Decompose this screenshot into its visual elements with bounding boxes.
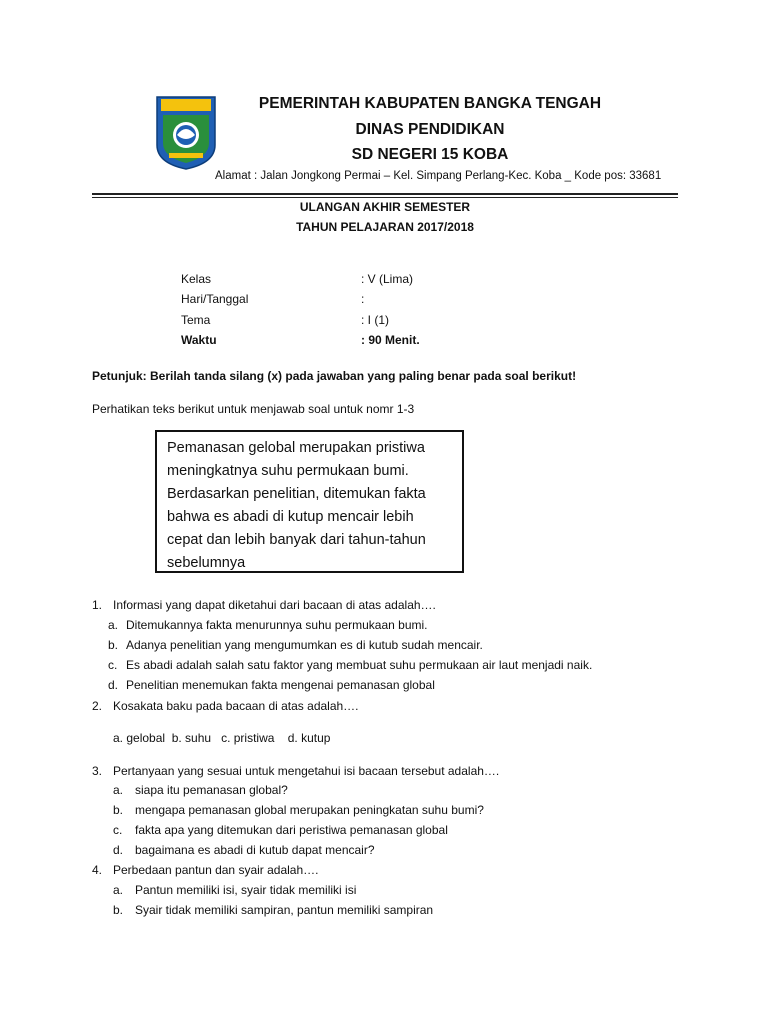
- option-letter: b.: [113, 903, 124, 917]
- passage-line: cepat dan lebih banyak dari tahun-tahun: [167, 532, 426, 548]
- header-divider: [92, 193, 678, 195]
- instruction-perhatikan: Perhatikan teks berikut untuk menjawab soal untuk nomr 1-3: [92, 402, 415, 416]
- question-4-option-b: Syair tidak memiliki sampiran, pantun memiliki sampiran: [135, 903, 434, 917]
- question-3-option-c: fakta apa yang ditemukan dari peristiwa pemanasan global: [135, 823, 448, 837]
- header-divider-thin: [92, 197, 678, 198]
- passage-line: Berdasarkan penelitian, ditemukan fakta: [167, 486, 426, 502]
- info-value-hari: :: [361, 292, 365, 306]
- passage-line: Pemanasan gelobal merupakan pristiwa: [167, 440, 425, 456]
- header-school: SD NEGERI 15 KOBA: [351, 146, 509, 163]
- question-3-option-b: mengapa pemanasan global merupakan peningkatan suhu bumi?: [135, 803, 484, 817]
- instruction-petunjuk: Petunjuk: Berilah tanda silang (x) pada jawaban yang paling benar pada soal berikut!: [92, 369, 577, 383]
- question-3-option-a: siapa itu pemanasan global?: [135, 783, 288, 797]
- question-3-option-d: bagaimana es abadi di kutub dapat mencair?: [135, 843, 375, 857]
- question-3-text: Pertanyaan yang sesuai untuk mengetahui isi bacaan tersebut adalah….: [113, 764, 500, 778]
- header-government: PEMERINTAH KABUPATEN BANGKA TENGAH: [258, 95, 602, 112]
- exam-title: ULANGAN AKHIR SEMESTER: [299, 200, 471, 214]
- question-1-option-d: Penelitian menemukan fakta mengenai pemanasan global: [126, 678, 435, 692]
- question-number: 2.: [92, 699, 103, 713]
- question-number: 4.: [92, 863, 103, 877]
- option-letter: a.: [113, 883, 124, 897]
- passage-line: sebelumnya: [167, 555, 246, 571]
- option-letter: c.: [113, 823, 123, 837]
- option-letter: b.: [108, 638, 119, 652]
- question-1-option-a: Ditemukannya fakta menurunnya suhu permukaan bumi.: [126, 618, 428, 632]
- passage-line: bahwa es abadi di kutup mencair lebih: [167, 509, 414, 525]
- option-letter: c.: [108, 658, 118, 672]
- question-1-option-c: Es abadi adalah salah satu faktor yang membuat suhu permukaan air laut menjadi naik.: [126, 658, 593, 672]
- question-4-option-a: Pantun memiliki isi, syair tidak memiliki isi: [135, 883, 357, 897]
- option-letter: d.: [113, 843, 124, 857]
- option-letter: a.: [108, 618, 119, 632]
- question-number: 1.: [92, 598, 103, 612]
- option-letter: b.: [113, 803, 124, 817]
- header-department: DINAS PENDIDIKAN: [355, 121, 505, 138]
- info-value-tema: : I (1): [361, 313, 390, 327]
- reading-passage: [155, 430, 464, 573]
- option-letter: a.: [113, 783, 124, 797]
- option-letter: d.: [108, 678, 119, 692]
- info-label-kelas: Kelas: [181, 272, 212, 286]
- info-label-hari: Hari/Tanggal: [181, 292, 249, 306]
- exam-year: TAHUN PELAJARAN 2017/2018: [296, 220, 474, 234]
- info-label-waktu: Waktu: [181, 333, 217, 347]
- info-value-kelas: : V (Lima): [361, 272, 414, 286]
- question-2-text: Kosakata baku pada bacaan di atas adalah….: [113, 699, 359, 713]
- info-value-waktu: : 90 Menit.: [361, 333, 420, 347]
- question-1-option-b: Adanya penelitian yang mengumumkan es di kutub sudah mencair.: [126, 638, 483, 652]
- info-label-tema: Tema: [181, 313, 211, 327]
- kabupaten-logo: [155, 95, 217, 171]
- question-number: 3.: [92, 764, 103, 778]
- question-4-text: Perbedaan pantun dan syair adalah….: [113, 863, 319, 877]
- school-address: Alamat : Jalan Jongkong Permai – Kel. Simpang Perlang-Kec. Koba _ Kode pos: 33681: [215, 170, 662, 182]
- passage-line: meningkatnya suhu permukaan bumi.: [167, 463, 409, 479]
- question-2-options: a. gelobal b. suhu c. pristiwa d. kutup: [113, 731, 331, 745]
- question-1-text: Informasi yang dapat diketahui dari bacaan di atas adalah….: [113, 598, 436, 612]
